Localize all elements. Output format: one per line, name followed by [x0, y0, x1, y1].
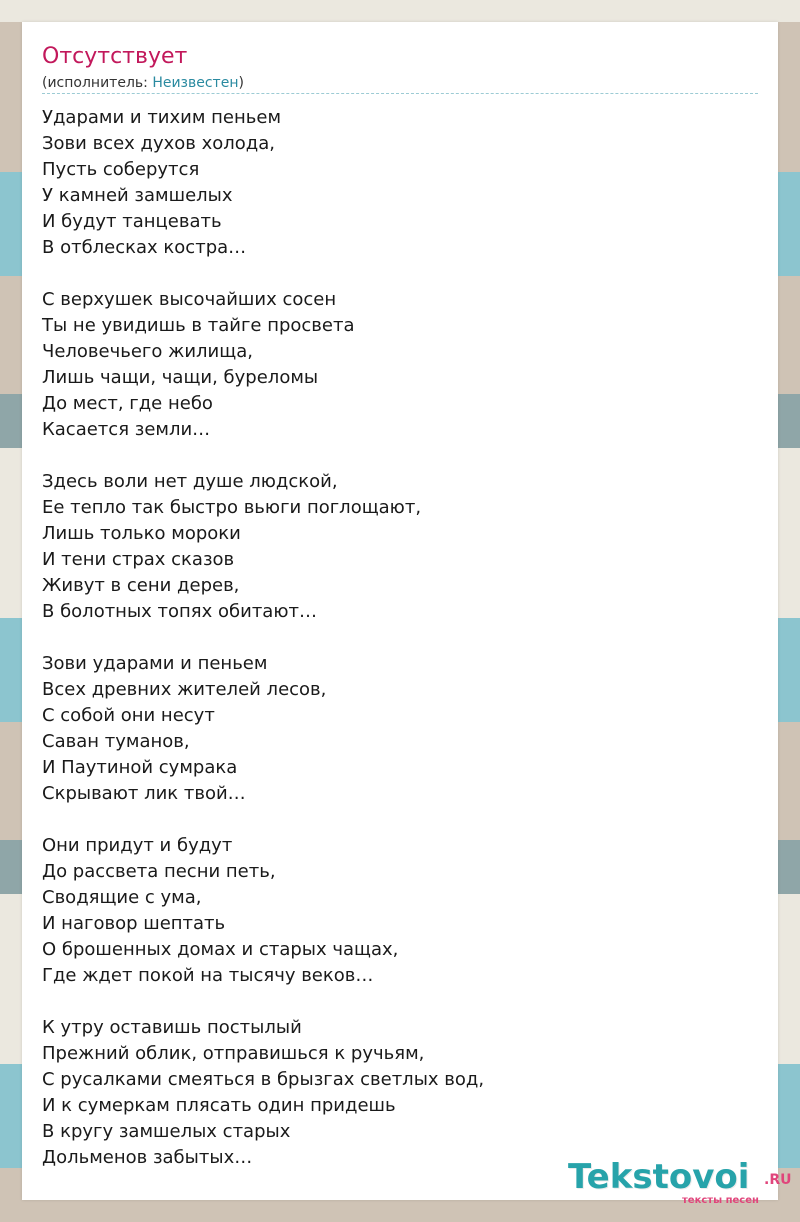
lyric-line: Ее тепло так быстро вьюги поглощают, [42, 497, 422, 518]
lyric-line: И наговор шептать [42, 913, 226, 934]
stanza [42, 651, 742, 807]
lyric-line: До мест, где небо [42, 393, 213, 414]
stanza [42, 469, 742, 625]
lyric-line: С собой они несут [42, 705, 215, 726]
lyric-line: Ты не увидишь в тайге просвета [42, 315, 355, 336]
stanza [42, 833, 742, 989]
lyric-line: В отблесках костра… [42, 237, 247, 258]
lyric-line: Лишь чащи, чащи, буреломы [42, 367, 319, 388]
lyric-line: Дольменов забытых… [42, 1147, 253, 1168]
lyric-line: К утру оставишь постылый [42, 1017, 302, 1038]
lyric-line: И тени страх сказов [42, 549, 235, 570]
lyric-line: Зови всех духов холода, [42, 133, 276, 154]
song-title: Отсутствует [42, 44, 188, 69]
meta-prefix: (исполнитель: [42, 75, 153, 91]
lyric-line: С верхушек высочайших сосен [42, 289, 337, 310]
lyric-line: Всех древних жителей лесов, [42, 679, 327, 700]
lyric-line: До рассвета песни петь, [42, 861, 276, 882]
lyric-line: Ударами и тихим пеньем [42, 107, 282, 128]
title-divider [42, 93, 758, 94]
site-logo[interactable] [568, 1157, 798, 1207]
lyric-line: И Паутиной сумрака [42, 757, 238, 778]
meta-suffix: ) [238, 75, 244, 91]
lyric-line: Человечьего жилища, [42, 341, 253, 362]
bg-stripe [0, 0, 800, 22]
lyric-line: Зови ударами и пеньем [42, 653, 268, 674]
song-meta [42, 74, 244, 92]
logo-tld: .RU [764, 1172, 792, 1188]
lyric-line: Касается земли… [42, 419, 211, 440]
lyric-line: Где ждет покой на тысячу веков… [42, 965, 374, 986]
stanza [42, 105, 742, 261]
logo-name: Tekstovoi [568, 1157, 750, 1197]
lyrics-card [22, 22, 792, 1206]
lyric-line: Живут в сени дерев, [42, 575, 240, 596]
stanza [42, 287, 742, 443]
lyric-line: Скрывают лик твой… [42, 783, 246, 804]
lyric-line: В кругу замшелых старых [42, 1121, 291, 1142]
lyrics-text [42, 105, 742, 1171]
lyric-line: И будут танцевать [42, 211, 222, 232]
lyric-line: Они придут и будут [42, 835, 233, 856]
lyric-line: О брошенных домах и старых чащах, [42, 939, 399, 960]
lyric-line: И к сумеркам плясать один придешь [42, 1095, 396, 1116]
lyric-line: Лишь только мороки [42, 523, 241, 544]
lyric-line: В болотных топях обитают… [42, 601, 317, 622]
lyric-line: Здесь воли нет душе людской, [42, 471, 338, 492]
artist-link[interactable]: Неизвестен [152, 75, 239, 91]
lyric-line: Прежний облик, отправишься к ручьям, [42, 1043, 425, 1064]
logo-tagline: тексты песен [682, 1195, 759, 1206]
stanza [42, 1015, 742, 1171]
lyric-line: Саван туманов, [42, 731, 190, 752]
lyric-line: Пусть соберутся [42, 159, 200, 180]
lyric-line: У камней замшелых [42, 185, 233, 206]
lyric-line: Сводящие с ума, [42, 887, 202, 908]
lyric-line: С русалками смеяться в брызгах светлых вод, [42, 1069, 485, 1090]
